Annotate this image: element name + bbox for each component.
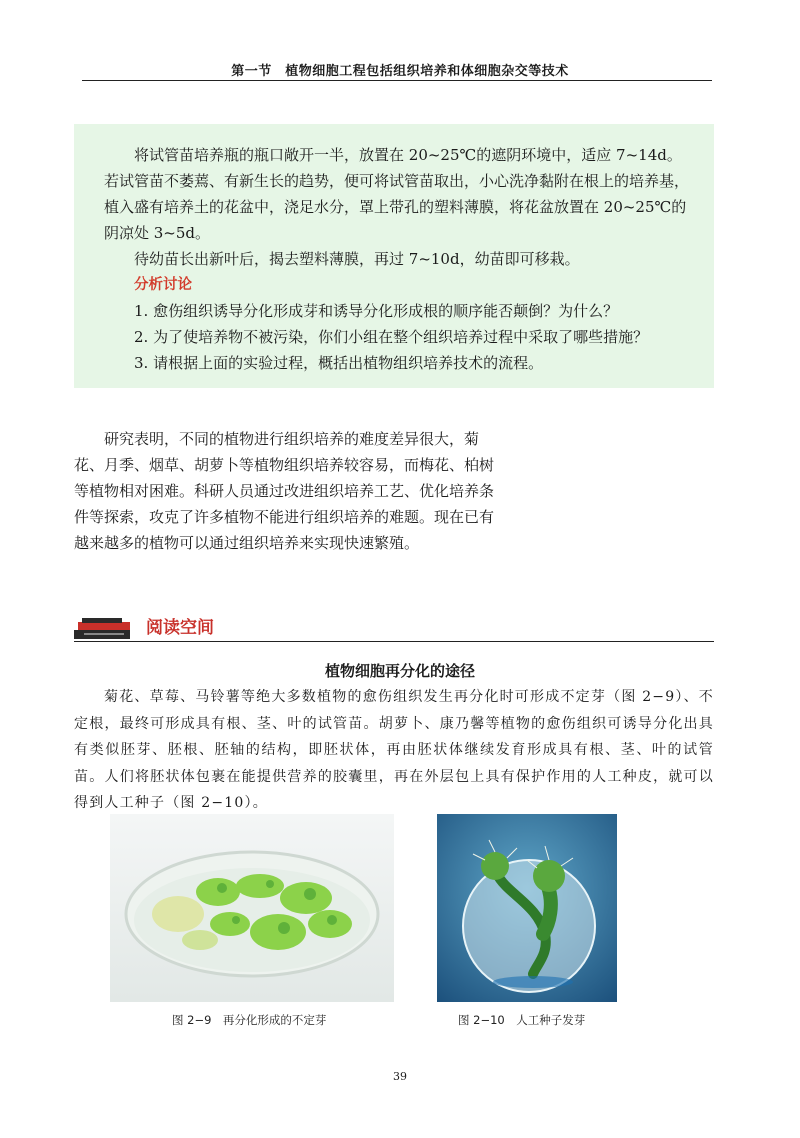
activity-box <box>74 124 714 388</box>
reading-section-header <box>74 612 714 642</box>
figure-caption-2-10: 图 2−10 人工种子发芽 <box>458 1013 586 1027</box>
figure-2-9-callus-buds-photo <box>110 814 394 1002</box>
figure-2-10-artificial-seed-photo <box>437 814 617 1002</box>
article-text: 菊花、草莓、马铃薯等绝大多数植物的愈伤组织发生再分化时可形成不定芽（图 2−9）、不定根，最终可形成具有根、茎、叶的试管苗。胡萝卜、康乃馨等植物的愈伤组织可诱导分化出具有类似胚芽、胚根、胚轴的结构，即胚状体，再由胚状体继续发育形成具有根、茎、叶的试管苗。人们将胚状体包裹在能提供营养的胶囊里，再在外层包上具有保护作用的人工种皮，就可以得到人工种子（图 2−10）。 <box>74 689 714 811</box>
running-header: 第一节 植物细胞工程包括组织培养和体细胞杂交等技术 <box>231 64 569 79</box>
reading-section-rule <box>74 641 714 642</box>
activity-paragraph-1: 将试管苗培养瓶的瓶口敞开一半，放置在 20~25℃的遮阴环境中，适应 7~14d。若试管苗不萎蔫、有新生长的趋势，便可将试管苗取出，小心洗净黏附在根上的培养基，植入盛有培养土的花盆中，浇足水分，罩上带孔的塑料薄膜，将花盆放置在 20~25℃的阴凉处 3~5d。 <box>104 146 690 242</box>
page-number: 39 <box>393 1070 407 1083</box>
body-paragraph: 研究表明，不同的植物进行组织培养的难度差异很大，菊花、月季、烟草、胡萝卜等植物组织培养较容易，而梅花、柏树等植物相对困难。科研人员通过改进组织培养工艺、优化培养条件等探索，攻克了许多植物不能进行组织培养的难题。现在已有越来越多的植物可以通过组织培养来实现快速繁殖。 <box>74 430 495 552</box>
figure-caption-2-9: 图 2−9 再分化形成的不定芽 <box>172 1013 327 1027</box>
discussion-question-1: 1. 愈伤组织诱导分化形成芽和诱导分化形成根的顺序能否颠倒？为什么？ <box>134 302 619 320</box>
books-icon <box>74 618 136 640</box>
discussion-question-2: 2. 为了使培养物不被污染，你们小组在整个组织培养过程中采取了哪些措施？ <box>134 328 649 346</box>
activity-paragraph-2: 待幼苗长出新叶后，揭去塑料薄膜，再过 7~10d，幼苗即可移栽。 <box>134 250 580 268</box>
discussion-heading: 分析讨论 <box>134 277 192 293</box>
article-title: 植物细胞再分化的途径 <box>324 662 475 680</box>
reading-section-label: 阅读空间 <box>146 618 214 638</box>
discussion-question-3: 3. 请根据上面的实验过程，概括出植物组织培养技术的流程。 <box>134 354 544 372</box>
header-rule <box>82 80 712 81</box>
